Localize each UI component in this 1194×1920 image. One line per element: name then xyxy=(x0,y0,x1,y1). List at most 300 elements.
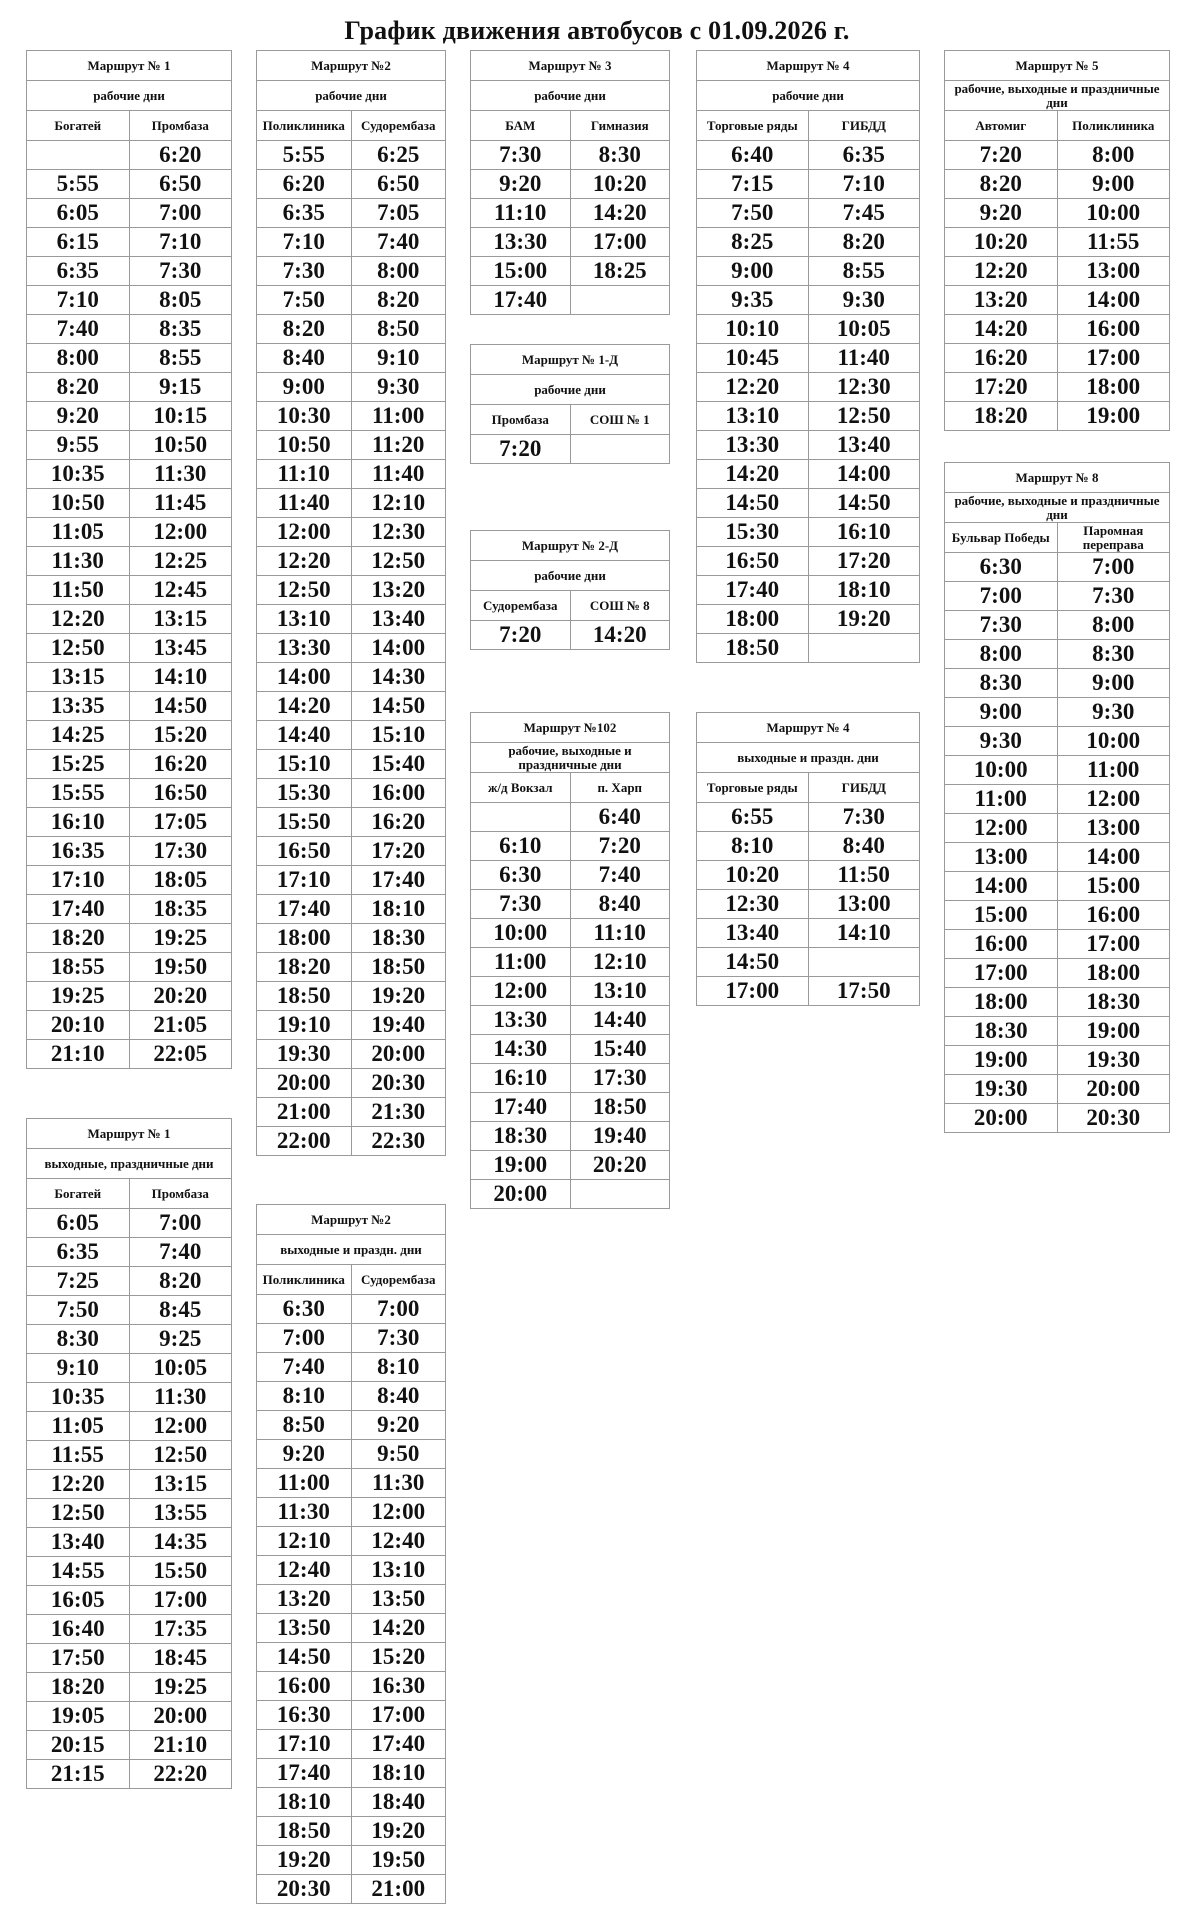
departure-time: 13:10 xyxy=(351,1556,446,1585)
stops-row xyxy=(471,591,670,621)
table-row xyxy=(471,141,670,170)
table-row xyxy=(697,832,920,861)
departure-time: 7:45 xyxy=(808,199,920,228)
departure-time: 18:00 xyxy=(945,988,1058,1017)
departure-time: 12:50 xyxy=(257,576,352,605)
departure-time: 16:35 xyxy=(27,837,130,866)
route-header-row xyxy=(697,713,920,743)
departure-time: 20:00 xyxy=(471,1180,571,1209)
departure-time: 14:30 xyxy=(471,1035,571,1064)
departure-time: 14:50 xyxy=(808,489,920,518)
departure-time: 6:35 xyxy=(257,199,352,228)
departure-time: 17:50 xyxy=(808,977,920,1006)
table-row xyxy=(257,866,446,895)
departure-time: 14:10 xyxy=(808,919,920,948)
day-type-row xyxy=(697,743,920,773)
departure-time: 15:30 xyxy=(697,518,809,547)
departure-time: 14:50 xyxy=(129,692,232,721)
stops-row xyxy=(27,1179,232,1209)
table-row xyxy=(471,1151,670,1180)
departure-time: 14:35 xyxy=(129,1528,232,1557)
departure-time: 12:50 xyxy=(27,1499,130,1528)
departure-time: 14:10 xyxy=(129,663,232,692)
departure-time: 17:20 xyxy=(351,837,446,866)
table-row xyxy=(697,890,920,919)
table-row xyxy=(471,1064,670,1093)
departure-time: 20:10 xyxy=(27,1011,130,1040)
departure-time: 7:40 xyxy=(570,861,670,890)
departure-time: 7:00 xyxy=(945,582,1058,611)
stop-name: СОШ № 8 xyxy=(570,591,670,621)
route-4-weekends-table xyxy=(696,712,920,1006)
table-row xyxy=(697,518,920,547)
table-row xyxy=(27,315,232,344)
table-row xyxy=(257,1498,446,1527)
departure-time: 14:50 xyxy=(351,692,446,721)
departure-time: 11:30 xyxy=(351,1469,446,1498)
route-name: Маршрут № 3 xyxy=(471,51,670,81)
table-row xyxy=(945,170,1170,199)
departure-time: 7:10 xyxy=(257,228,352,257)
table-row xyxy=(945,901,1170,930)
departure-time: 18:25 xyxy=(570,257,670,286)
departure-time: 10:50 xyxy=(257,431,352,460)
departure-time: 9:20 xyxy=(471,170,571,199)
departure-time: 14:20 xyxy=(351,1614,446,1643)
departure-time: 18:20 xyxy=(257,953,352,982)
table-row xyxy=(945,315,1170,344)
departure-time: 20:00 xyxy=(351,1040,446,1069)
departure-time: 11:00 xyxy=(351,402,446,431)
table-row xyxy=(945,402,1170,431)
table-row xyxy=(945,785,1170,814)
departure-time: 16:50 xyxy=(697,547,809,576)
departure-time: 17:40 xyxy=(471,286,571,315)
table-row xyxy=(257,663,446,692)
departure-time: 19:30 xyxy=(945,1075,1058,1104)
route-4-workdays-table xyxy=(696,50,920,663)
departure-time: 14:40 xyxy=(257,721,352,750)
departure-time: 18:50 xyxy=(697,634,809,663)
departure-time: 6:10 xyxy=(471,832,571,861)
departure-time: 22:30 xyxy=(351,1127,446,1156)
departure-time: 16:00 xyxy=(1057,901,1170,930)
table-row xyxy=(945,199,1170,228)
departure-time: 19:50 xyxy=(129,953,232,982)
departure-time: 18:30 xyxy=(945,1017,1058,1046)
departure-time: 12:00 xyxy=(129,1412,232,1441)
table-row xyxy=(471,861,670,890)
table-row xyxy=(27,1615,232,1644)
departure-time: 19:20 xyxy=(257,1846,352,1875)
departure-time: 6:40 xyxy=(697,141,809,170)
table-row xyxy=(471,977,670,1006)
table-row xyxy=(27,286,232,315)
departure-time: 11:10 xyxy=(570,919,670,948)
departure-time: 14:00 xyxy=(257,663,352,692)
departure-time: 9:30 xyxy=(351,373,446,402)
table-row xyxy=(697,861,920,890)
day-type-row xyxy=(257,1235,446,1265)
stops-row xyxy=(697,773,920,803)
table-row xyxy=(945,141,1170,170)
day-type-label: рабочие дни xyxy=(27,81,232,111)
departure-time: 6:35 xyxy=(808,141,920,170)
departure-time: 13:35 xyxy=(27,692,130,721)
departure-time: 19:40 xyxy=(570,1122,670,1151)
departure-time: 14:50 xyxy=(257,1643,352,1672)
table-row xyxy=(257,634,446,663)
departure-time: 18:10 xyxy=(351,895,446,924)
departure-time: 13:50 xyxy=(257,1614,352,1643)
departure-time: 7:15 xyxy=(697,170,809,199)
departure-time: 16:30 xyxy=(351,1672,446,1701)
route-1-weekends-table xyxy=(26,1118,232,1789)
departure-time: 7:00 xyxy=(257,1324,352,1353)
departure-time: 17:40 xyxy=(257,1759,352,1788)
table-row xyxy=(471,435,670,464)
route-name: Маршрут № 1 xyxy=(27,1119,232,1149)
departure-time: 18:35 xyxy=(129,895,232,924)
departure-time: 19:25 xyxy=(129,1673,232,1702)
table-row xyxy=(257,344,446,373)
table-row xyxy=(257,1295,446,1324)
departure-time: 7:30 xyxy=(945,611,1058,640)
stops-row xyxy=(945,523,1170,553)
table-row xyxy=(27,634,232,663)
route-1d-workdays-table xyxy=(470,344,670,464)
departure-time: 8:40 xyxy=(570,890,670,919)
departure-time: 8:40 xyxy=(808,832,920,861)
departure-time: 15:25 xyxy=(27,750,130,779)
table-row xyxy=(697,605,920,634)
departure-time xyxy=(808,634,920,663)
stop-name: п. Харп xyxy=(570,773,670,803)
departure-time: 17:00 xyxy=(129,1586,232,1615)
departure-time: 12:20 xyxy=(27,1470,130,1499)
departure-time: 13:10 xyxy=(257,605,352,634)
stops-row xyxy=(471,773,670,803)
departure-time: 13:40 xyxy=(808,431,920,460)
departure-time: 22:20 xyxy=(129,1760,232,1789)
table-row xyxy=(27,518,232,547)
stop-name: Судорембаза xyxy=(351,111,446,141)
departure-time: 15:55 xyxy=(27,779,130,808)
table-row xyxy=(27,953,232,982)
departure-time: 12:50 xyxy=(27,634,130,663)
departure-time: 10:35 xyxy=(27,460,130,489)
table-row xyxy=(257,460,446,489)
departure-time: 7:30 xyxy=(129,257,232,286)
departure-time: 19:30 xyxy=(257,1040,352,1069)
table-row xyxy=(27,1470,232,1499)
table-row xyxy=(27,605,232,634)
day-type-label: рабочие, выходные и праздничные дни xyxy=(471,743,670,773)
departure-time: 19:25 xyxy=(129,924,232,953)
day-type-row xyxy=(257,81,446,111)
day-type-row xyxy=(27,81,232,111)
table-row xyxy=(27,228,232,257)
departure-time: 12:00 xyxy=(351,1498,446,1527)
table-row xyxy=(697,977,920,1006)
departure-time: 9:20 xyxy=(27,402,130,431)
departure-time: 13:20 xyxy=(257,1585,352,1614)
departure-time: 13:00 xyxy=(1057,257,1170,286)
departure-time: 17:05 xyxy=(129,808,232,837)
table-row xyxy=(27,199,232,228)
table-row xyxy=(257,1556,446,1585)
departure-time: 10:20 xyxy=(945,228,1058,257)
table-row xyxy=(257,1098,446,1127)
table-row xyxy=(697,228,920,257)
table-row xyxy=(471,199,670,228)
departure-time: 16:50 xyxy=(129,779,232,808)
table-row xyxy=(27,1325,232,1354)
departure-time: 10:00 xyxy=(1057,727,1170,756)
departure-time: 8:30 xyxy=(945,669,1058,698)
departure-time: 11:50 xyxy=(808,861,920,890)
table-row xyxy=(257,1875,446,1904)
departure-time: 8:55 xyxy=(808,257,920,286)
table-row xyxy=(27,1586,232,1615)
departure-time: 12:50 xyxy=(351,547,446,576)
departure-time: 6:05 xyxy=(27,199,130,228)
departure-time: 17:40 xyxy=(697,576,809,605)
departure-time: 7:00 xyxy=(351,1295,446,1324)
departure-time: 18:30 xyxy=(471,1122,571,1151)
departure-time: 10:00 xyxy=(471,919,571,948)
departure-time: 8:40 xyxy=(257,344,352,373)
departure-time: 13:40 xyxy=(697,919,809,948)
departure-time: 18:00 xyxy=(1057,959,1170,988)
day-type-row xyxy=(27,1149,232,1179)
departure-time: 13:10 xyxy=(570,977,670,1006)
table-row xyxy=(257,1411,446,1440)
departure-time: 17:35 xyxy=(129,1615,232,1644)
table-row xyxy=(945,611,1170,640)
departure-time: 19:00 xyxy=(1057,1017,1170,1046)
departure-time: 20:00 xyxy=(129,1702,232,1731)
stop-name: Торговые ряды xyxy=(697,773,809,803)
departure-time: 13:10 xyxy=(697,402,809,431)
table-row xyxy=(697,402,920,431)
departure-time: 7:20 xyxy=(945,141,1058,170)
day-type-row xyxy=(471,561,670,591)
stops-row xyxy=(471,111,670,141)
departure-time: 13:15 xyxy=(129,1470,232,1499)
table-row xyxy=(27,924,232,953)
table-row xyxy=(27,866,232,895)
departure-time: 18:10 xyxy=(351,1759,446,1788)
departure-time: 12:00 xyxy=(471,977,571,1006)
departure-time: 7:10 xyxy=(27,286,130,315)
day-type-row xyxy=(471,375,670,405)
departure-time: 17:10 xyxy=(257,1730,352,1759)
table-row xyxy=(257,257,446,286)
departure-time: 13:20 xyxy=(351,576,446,605)
day-type-label: рабочие дни xyxy=(471,375,670,405)
table-row xyxy=(257,315,446,344)
table-row xyxy=(257,982,446,1011)
departure-time: 11:00 xyxy=(257,1469,352,1498)
departure-time: 11:30 xyxy=(27,547,130,576)
departure-time: 9:20 xyxy=(945,199,1058,228)
departure-time: 15:50 xyxy=(129,1557,232,1586)
table-row xyxy=(945,930,1170,959)
departure-time: 16:00 xyxy=(1057,315,1170,344)
table-row xyxy=(257,837,446,866)
departure-time: 15:40 xyxy=(351,750,446,779)
table-row xyxy=(945,669,1170,698)
table-row xyxy=(257,924,446,953)
departure-time: 10:20 xyxy=(697,861,809,890)
stops-row xyxy=(945,111,1170,141)
stop-name: СОШ № 1 xyxy=(570,405,670,435)
departure-time: 18:50 xyxy=(257,1817,352,1846)
stop-name: Поликлиника xyxy=(257,111,352,141)
departure-time: 17:00 xyxy=(1057,930,1170,959)
departure-time: 14:50 xyxy=(697,948,809,977)
departure-time: 19:05 xyxy=(27,1702,130,1731)
table-row xyxy=(257,1817,446,1846)
table-row xyxy=(697,547,920,576)
day-type-label: выходные и праздн. дни xyxy=(697,743,920,773)
table-row xyxy=(257,721,446,750)
departure-time: 12:40 xyxy=(257,1556,352,1585)
departure-time xyxy=(570,435,670,464)
route-header-row xyxy=(697,51,920,81)
route-header-row xyxy=(27,1119,232,1149)
departure-time: 6:40 xyxy=(570,803,670,832)
departure-time: 16:20 xyxy=(351,808,446,837)
departure-time: 19:00 xyxy=(945,1046,1058,1075)
departure-time: 7:40 xyxy=(129,1238,232,1267)
departure-time: 16:20 xyxy=(945,344,1058,373)
departure-time: 13:00 xyxy=(808,890,920,919)
stop-name: Паромная переправа xyxy=(1057,523,1170,553)
departure-time: 13:30 xyxy=(471,1006,571,1035)
route-header-row xyxy=(257,1205,446,1235)
stop-name: Промбаза xyxy=(129,1179,232,1209)
table-row xyxy=(27,1731,232,1760)
departure-time: 8:20 xyxy=(27,373,130,402)
stop-name: БАМ xyxy=(471,111,571,141)
departure-time: 19:00 xyxy=(1057,402,1170,431)
table-row xyxy=(257,1127,446,1156)
day-type-row xyxy=(471,743,670,773)
departure-time: 13:20 xyxy=(945,286,1058,315)
departure-time: 8:00 xyxy=(351,257,446,286)
table-row xyxy=(945,553,1170,582)
table-row xyxy=(257,1382,446,1411)
departure-time: 11:10 xyxy=(257,460,352,489)
route-header-row xyxy=(27,51,232,81)
departure-time: 16:30 xyxy=(257,1701,352,1730)
table-row xyxy=(945,286,1170,315)
departure-time: 11:50 xyxy=(27,576,130,605)
table-row xyxy=(945,1104,1170,1133)
day-type-label: выходные, праздничные дни xyxy=(27,1149,232,1179)
stop-name: Гимназия xyxy=(570,111,670,141)
table-row xyxy=(27,576,232,605)
departure-time: 6:50 xyxy=(351,170,446,199)
departure-time: 13:00 xyxy=(945,843,1058,872)
table-row xyxy=(471,803,670,832)
departure-time: 17:30 xyxy=(570,1064,670,1093)
departure-time: 7:30 xyxy=(808,803,920,832)
departure-time: 21:00 xyxy=(351,1875,446,1904)
day-type-label: рабочие дни xyxy=(697,81,920,111)
table-row xyxy=(257,750,446,779)
departure-time: 14:00 xyxy=(945,872,1058,901)
table-row xyxy=(945,640,1170,669)
table-row xyxy=(257,1585,446,1614)
departure-time: 9:00 xyxy=(1057,170,1170,199)
table-row xyxy=(27,547,232,576)
departure-time: 18:10 xyxy=(257,1788,352,1817)
departure-time: 17:00 xyxy=(1057,344,1170,373)
departure-time: 9:15 xyxy=(129,373,232,402)
table-row xyxy=(257,1527,446,1556)
departure-time: 6:35 xyxy=(27,257,130,286)
departure-time: 12:25 xyxy=(129,547,232,576)
table-row xyxy=(257,779,446,808)
departure-time: 11:10 xyxy=(471,199,571,228)
departure-time: 17:30 xyxy=(129,837,232,866)
table-row xyxy=(257,1011,446,1040)
stop-name: Богатей xyxy=(27,1179,130,1209)
table-row xyxy=(697,286,920,315)
departure-time: 18:20 xyxy=(27,924,130,953)
departure-time: 12:30 xyxy=(808,373,920,402)
departure-time: 14:30 xyxy=(351,663,446,692)
stops-row xyxy=(27,111,232,141)
table-row xyxy=(945,582,1170,611)
departure-time: 7:40 xyxy=(351,228,446,257)
departure-time: 13:30 xyxy=(697,431,809,460)
departure-time: 10:50 xyxy=(27,489,130,518)
departure-time: 8:10 xyxy=(351,1353,446,1382)
table-row xyxy=(257,1643,446,1672)
departure-time: 11:00 xyxy=(945,785,1058,814)
departure-time: 12:20 xyxy=(27,605,130,634)
departure-time: 8:00 xyxy=(1057,611,1170,640)
departure-time: 12:10 xyxy=(570,948,670,977)
departure-time: 7:00 xyxy=(129,1209,232,1238)
departure-time: 6:20 xyxy=(257,170,352,199)
table-row xyxy=(27,895,232,924)
departure-time: 16:40 xyxy=(27,1615,130,1644)
departure-time: 6:30 xyxy=(945,553,1058,582)
table-row xyxy=(697,373,920,402)
departure-time: 14:20 xyxy=(697,460,809,489)
departure-time: 14:50 xyxy=(697,489,809,518)
departure-time: 12:50 xyxy=(129,1441,232,1470)
departure-time xyxy=(471,803,571,832)
departure-time: 13:45 xyxy=(129,634,232,663)
departure-time: 14:40 xyxy=(570,1006,670,1035)
table-row xyxy=(27,373,232,402)
departure-time: 11:05 xyxy=(27,518,130,547)
departure-time: 7:50 xyxy=(27,1296,130,1325)
departure-time: 18:50 xyxy=(351,953,446,982)
departure-time: 12:20 xyxy=(945,257,1058,286)
table-row xyxy=(697,576,920,605)
departure-time: 17:00 xyxy=(697,977,809,1006)
table-row xyxy=(27,344,232,373)
table-row xyxy=(27,257,232,286)
table-row xyxy=(697,141,920,170)
